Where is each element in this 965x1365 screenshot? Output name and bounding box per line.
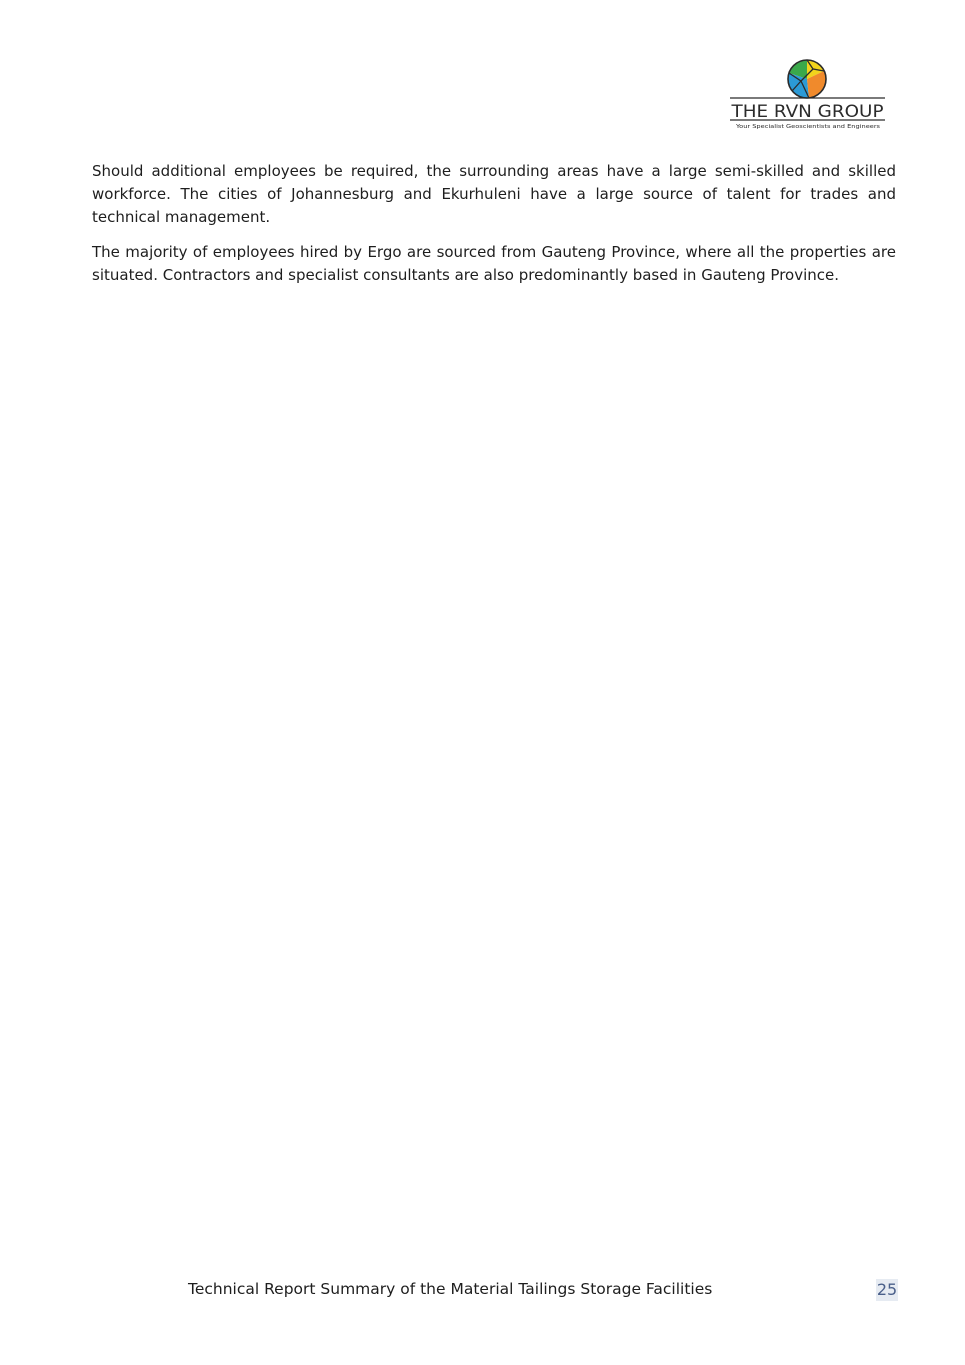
rvn-group-logo-icon — [728, 58, 888, 132]
company-logo — [728, 58, 888, 132]
document-body — [92, 160, 896, 299]
footer-report-title: Technical Report Summary of the Material Tailings Storage Facilities — [188, 1280, 713, 1298]
paragraph-employee-sourcing: The majority of employees hired by Ergo are sourced from Gauteng Province, where all the properties are situated. Contractors and specialist consultants are also predominantly based in Gauteng Province. — [92, 243, 896, 284]
logo-wordmark: THE RVN GROUP — [730, 102, 884, 122]
page-number: 25 — [876, 1280, 898, 1299]
logo-tagline: Your Specialist Geoscientists and Engineers — [734, 124, 881, 130]
paragraph-additional-employees: Should additional employees be required, the surrounding areas have a large semi-skilled and skilled workforce. The cities of Johannesburg and Ekurhuleni have a large source of talent for trades and technical management. — [92, 162, 896, 226]
